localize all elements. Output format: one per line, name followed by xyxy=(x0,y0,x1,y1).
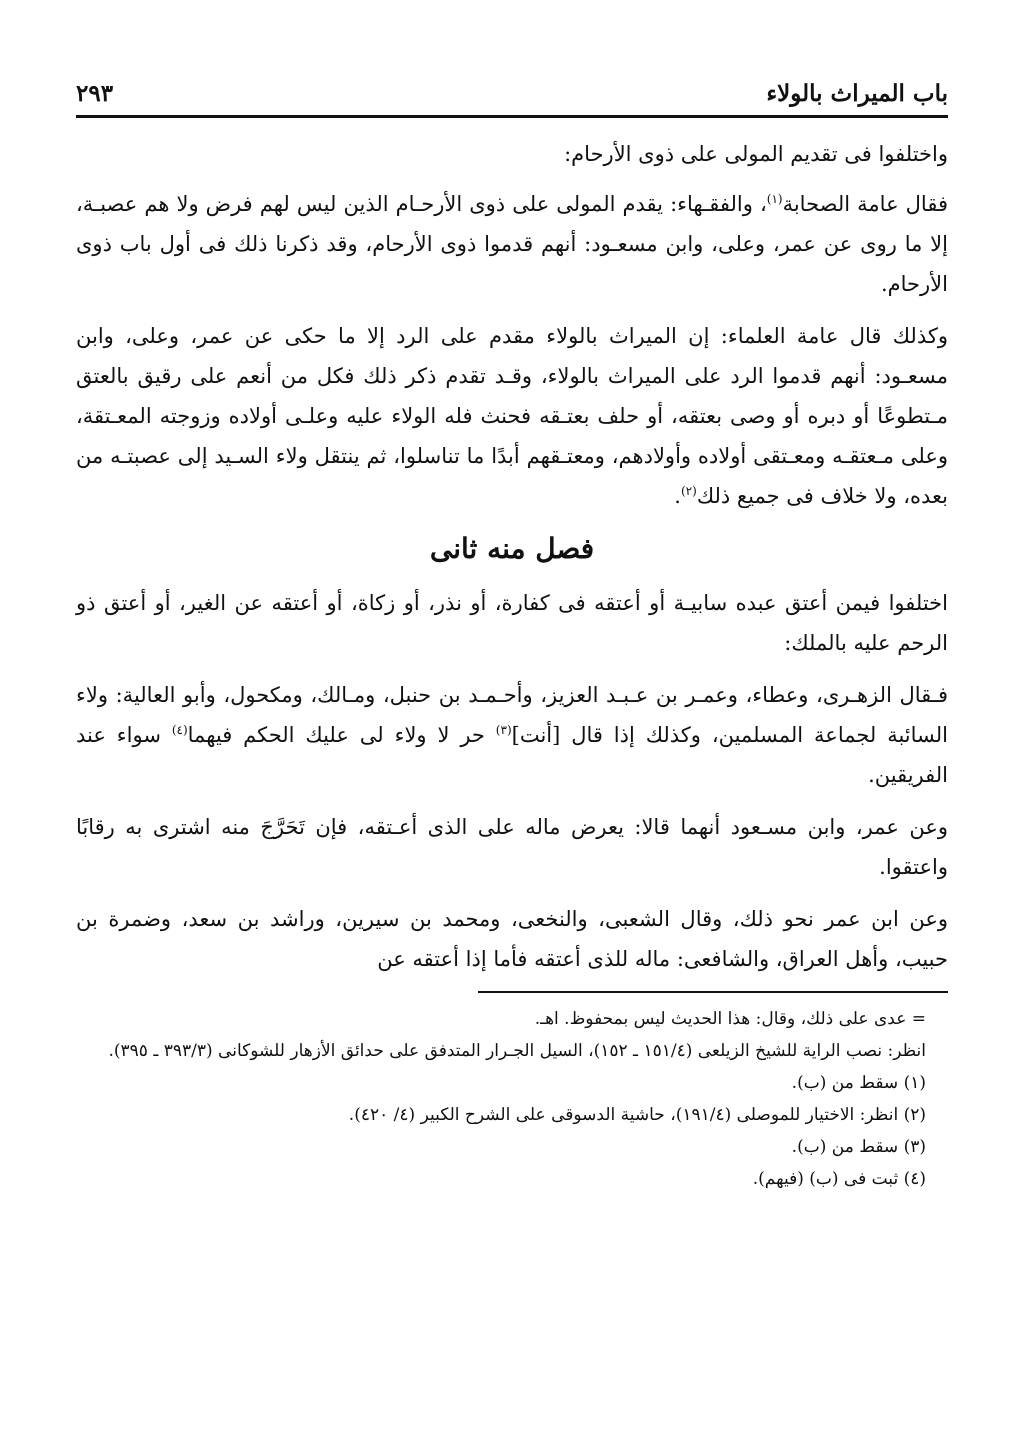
paragraph-intro: واختلفوا فى تقديم المولى على ذوى الأرحام: xyxy=(564,142,948,166)
footnote-1: (١) سقط من (ب). xyxy=(791,1073,926,1093)
footnote-divider xyxy=(478,991,948,993)
footnote-marker-4: (٤) xyxy=(171,723,188,737)
paragraph-sahaba xyxy=(76,184,948,304)
footnote-2: (٢) انظر: الاختيار للموصلى (١٩١/٤)، حاشية الدسوقى على الشرح الكبير (٤/ ٤٢٠). xyxy=(348,1105,926,1125)
paragraph-ibn-umar: وعن ابن عمر نحو ذلك، وقال الشعبى، والنخعى، ومحمد بن سيرين، وراشد بن سعد، وضمرة بن حبيب، وأهل العراق، والشافعى: ماله للذى أعتقه فأما إذا أعتقه عن xyxy=(76,907,948,971)
chapter-title: باب الميراث بالولاء xyxy=(766,80,948,107)
footnotes xyxy=(76,991,948,1195)
footnote-marker-2: (٢) xyxy=(680,484,697,498)
paragraph-zuhri-start: فـقال الزهـرى، وعطاء، وعمـر بن عـبـد العزيز، وأحـمـد بن حنبل، ومـالك، ومكحول، وأبو العالية: ولاء السائبة لجماعة المسلمين، وكذلك إذا قال [أنت] xyxy=(76,683,948,747)
paragraph-zuhri-end: سواء عند الفريقين. xyxy=(76,723,948,787)
page-number: ٢٩٣ xyxy=(76,80,114,107)
footnote-4: (٤) ثبت فى (ب) (فيهم). xyxy=(752,1169,926,1189)
footnote-continuation-1: = عدى على ذلك، وقال: هذا الحديث ليس بمحفوظ. اهـ. xyxy=(534,1009,926,1029)
paragraph-sahaba-start: فقال عامة الصحابة xyxy=(782,192,948,216)
footnote-marker-3: (٣) xyxy=(495,723,512,737)
footnote-marker-1: (١) xyxy=(766,192,783,206)
paragraph-sahaba-rest: ، والفقـهاء: يقدم المولى على ذوى الأرحـام الذين ليس لهم فرض ولا هم عصبـة، إلا ما روى عن عمر، وعلى، وابن مسعـود: أنهم قدموا ذوى الأرحام، وقد ذكرنا ذلك فى أول باب ذوى الأرحام. xyxy=(76,192,948,296)
page-header xyxy=(76,80,948,118)
footnote-continuation-2: انظر: نصب الراية للشيخ الزيلعى (١٥١/٤ ـ ١٥٢)، السيل الجـرار المتدفق على حدائق الأزهار للشوكانى (٣٩٣/٣ ـ ٣٩٥). xyxy=(108,1041,926,1061)
paragraph-zuhri xyxy=(76,675,948,795)
section-heading: فصل منه ثانى xyxy=(429,532,595,565)
paragraph-ulama-end: . xyxy=(674,484,681,508)
paragraph-umar: وعن عمر، وابن مسـعود أنهما قالا: يعرض ماله على الذى أعـتقه، فإن تَحَرَّجَ منه اشترى به رقابًا واعتقوا. xyxy=(76,815,948,879)
footnote-3: (٣) سقط من (ب). xyxy=(791,1137,926,1157)
paragraph-ikhtalafu: اختلفوا فيمن أعتق عبده سابيـة أو أعتقه فى كفارة، أو نذر، أو زكاة، أو أعتقه عن الغير، أو أعتق ذو الرحم عليه بالملك: xyxy=(76,591,949,655)
paragraph-ulama xyxy=(76,316,948,516)
paragraph-zuhri-middle: حر لا ولاء لى عليك الحكم فيهما xyxy=(187,723,496,747)
paragraph-ulama-text: وكذلك قال عامة العلماء: إن الميراث بالولاء مقدم على الرد إلا ما حكى عن عمر، وعلى، وابن مسعـود: أنهم قدموا الرد على الميراث بالولاء، وقـد تقدم ذكر ذلك فكل من أنعم على رقيق بالعتق مـتطوعًا أو دبره أو وصى بعتقه، أو حلف بعتـقه فحنث فله الولاء عليه وعلـى أولاده وزوجته المعـتقة، وعلى مـعتقـه ومعـتقى أولاده وأولادهم، ومعتـقهم أبدًا ما تناسلوا، ثم ينتقل ولاء السـيد إلى عصبتـه من بعده، ولا خلاف فى جميع ذلك xyxy=(76,324,948,508)
